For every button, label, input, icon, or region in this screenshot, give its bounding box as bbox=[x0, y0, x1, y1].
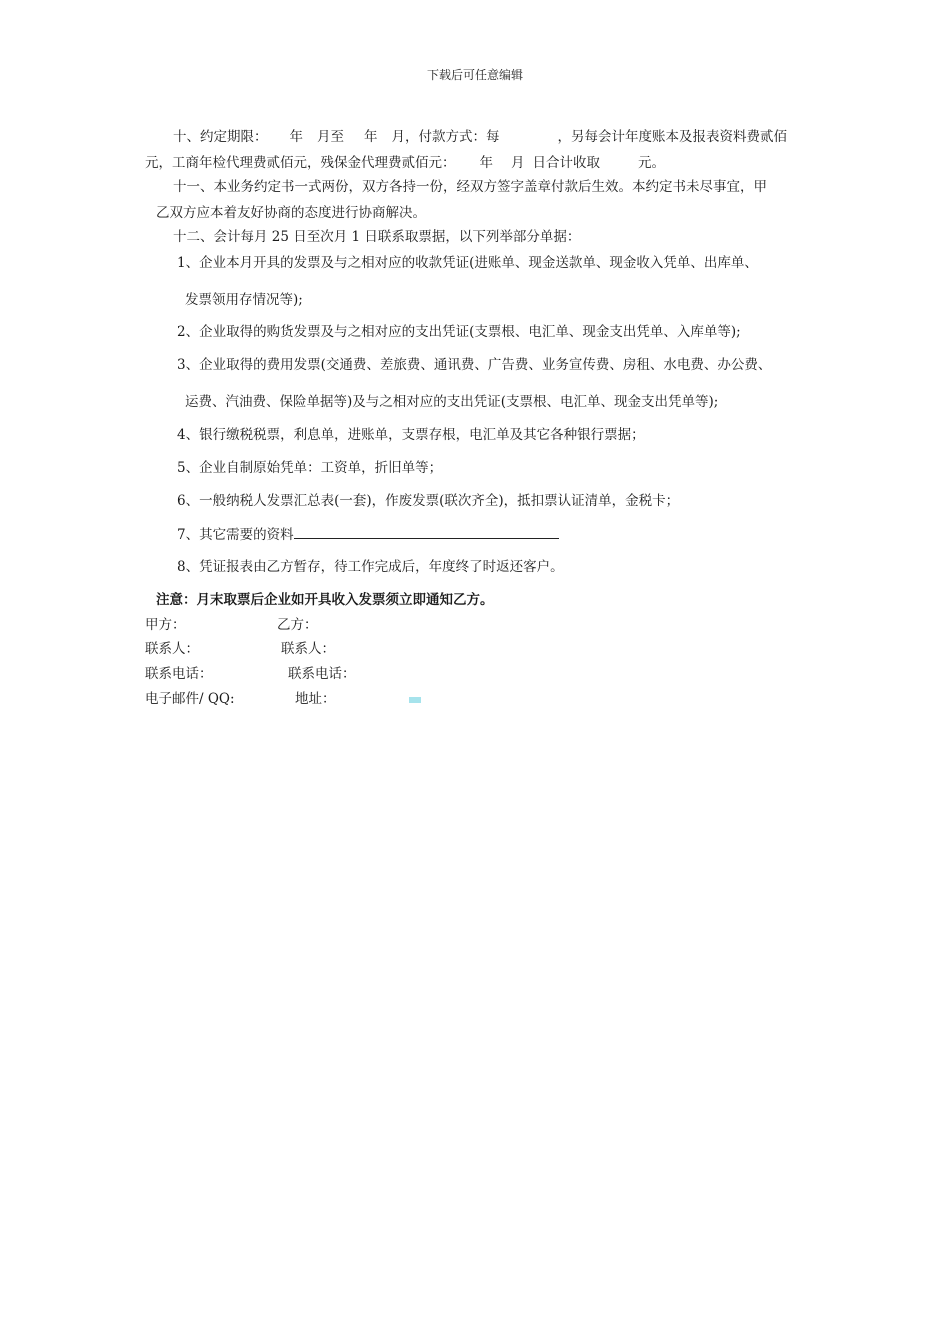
clause-12-item-1-a: 1、企业本月开具的发票及与之相对应的收款凭证(进账单、现金送款单、现金收入凭单、出库单、 bbox=[177, 255, 758, 271]
highlight-marker bbox=[409, 697, 421, 703]
clause-10-line-2 bbox=[145, 155, 665, 171]
clause-12-item-4: 4、银行缴税税票，利息单，进账单，支票存根，电汇单及其它各种银行票据； bbox=[177, 427, 645, 443]
clause-10-month-1: 月至 bbox=[317, 129, 344, 145]
clause-12-item-2: 2、企业取得的购货发票及与之相对应的支出凭证(支票根、电汇单、现金支出凭单、入库单等); bbox=[177, 324, 741, 340]
contact-a-label: 联系人： bbox=[145, 641, 199, 657]
clause-12-title: 十二、会计每月 25 日至次月 1 日联系取票据，以下列举部分单据： bbox=[173, 229, 581, 245]
clause-12-item-3-a: 3、企业取得的费用发票(交通费、差旅费、通讯费、广告费、业务宣传费、房租、水电费、办公费、 bbox=[177, 357, 772, 373]
clause-10-rest: ，另每会计年度账本及报表资料费贰佰 bbox=[557, 129, 787, 145]
address-b-label: 地址： bbox=[295, 691, 336, 707]
item-7-blank-line bbox=[294, 526, 559, 539]
clause-10-year-1: 年 bbox=[289, 129, 303, 145]
clause-12-item-7-label: 7、其它需要的资料 bbox=[177, 527, 294, 543]
party-a-label: 甲方： bbox=[145, 617, 186, 633]
clause-10-line-2-month: 月 bbox=[511, 155, 525, 171]
page-header: 下载后可任意编辑 bbox=[426, 68, 523, 82]
clause-11-line-2: 乙双方应本着友好协商的态度进行协商解决。 bbox=[156, 205, 426, 221]
clause-10-line-1 bbox=[173, 129, 787, 145]
clause-10-line-2-day: 日合计收取 bbox=[532, 155, 600, 171]
clause-10-month-2: 月，付款方式：每 bbox=[391, 129, 500, 145]
phone-b-label: 联系电话： bbox=[288, 666, 356, 682]
clause-12-item-7 bbox=[177, 526, 559, 543]
clause-12-item-1-b: 发票领用存情况等); bbox=[185, 292, 303, 308]
clause-10-line-2-year: 年 bbox=[479, 155, 493, 171]
clause-12-item-5: 5、企业自制原始凭单：工资单，折旧单等； bbox=[177, 460, 443, 476]
clause-10-line-2-end: 元。 bbox=[638, 155, 665, 171]
contact-b-label: 联系人： bbox=[281, 641, 335, 657]
phone-a-label: 联系电话： bbox=[145, 666, 213, 682]
clause-12-item-8: 8、凭证报表由乙方暂存，待工作完成后，年度终了时返还客户。 bbox=[177, 559, 564, 575]
clause-11-line-1: 十一、本业务约定书一式两份，双方各持一份，经双方签字盖章付款后生效。本约定书未尽事宜，甲 bbox=[173, 179, 767, 195]
party-b-label: 乙方： bbox=[277, 617, 318, 633]
notice-text: 注意：月末取票后企业如开具收入发票须立即通知乙方。 bbox=[156, 592, 494, 608]
clause-12-item-6: 6、一般纳税人发票汇总表(一套)，作废发票(联次齐全)，抵扣票认证清单，金税卡； bbox=[177, 493, 680, 509]
clause-10-label: 十、约定期限： bbox=[173, 129, 268, 145]
clause-12-item-3-b: 运费、汽油费、保险单据等)及与之相对应的支出凭证(支票根、电汇单、现金支出凭单等); bbox=[185, 394, 719, 410]
clause-10-year-2: 年 bbox=[364, 129, 378, 145]
email-a-label: 电子邮件/ QQ: bbox=[145, 691, 235, 707]
clause-10-fees: 元，工商年检代理费贰佰元，残保金代理费贰佰元： bbox=[145, 155, 456, 171]
